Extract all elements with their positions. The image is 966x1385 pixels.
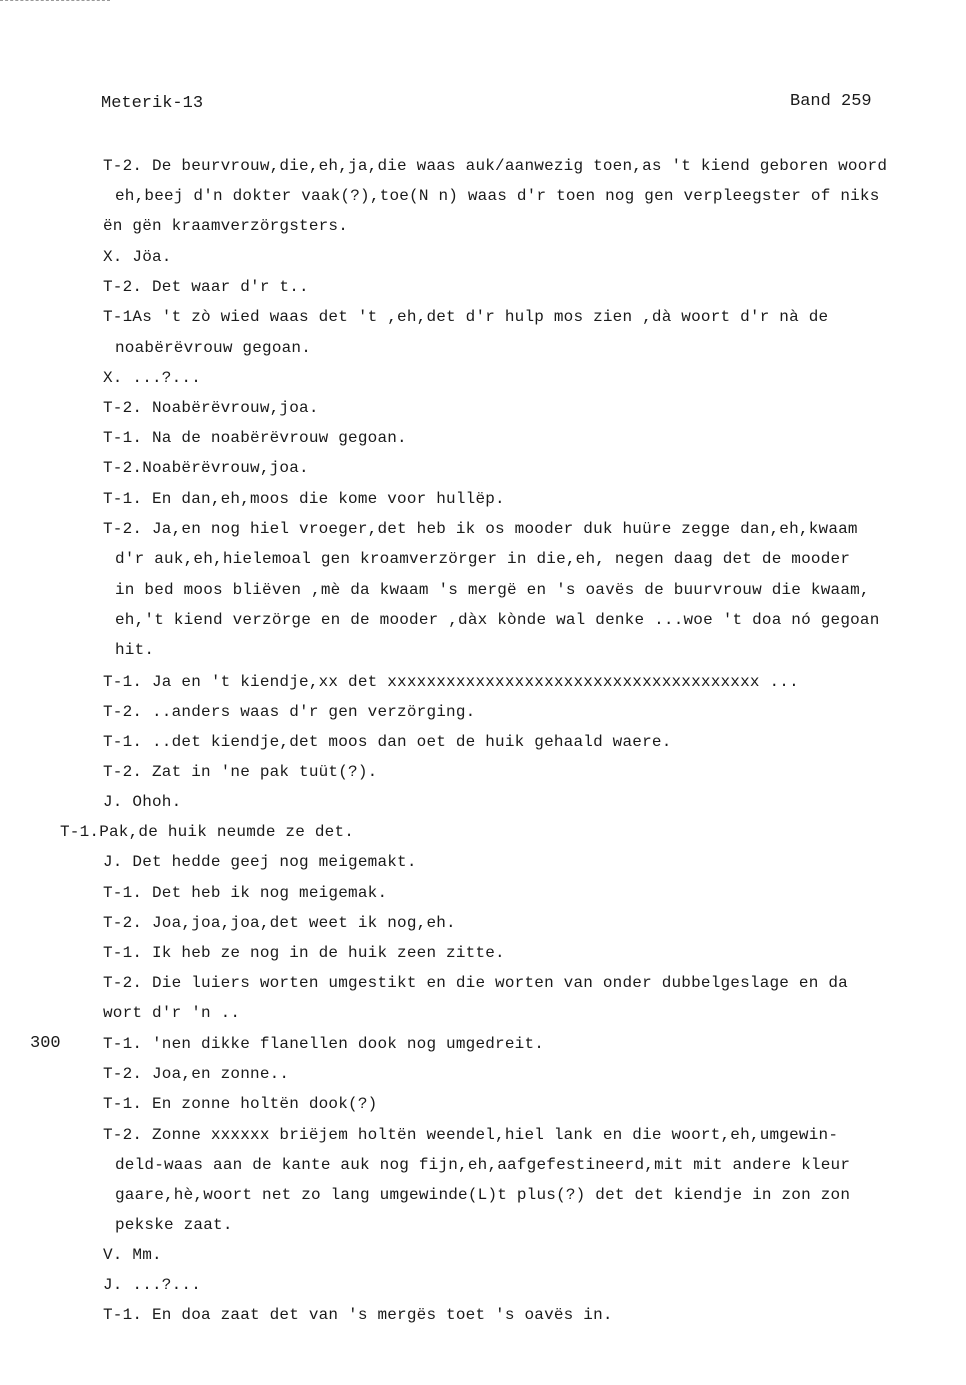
transcript-line: T-1. Ik heb ze nog in de huik zeen zitte.	[103, 944, 505, 962]
transcript-line: hit.	[115, 641, 155, 659]
transcript-line: T-2. Zonne xxxxxx briëjem holtën weendel,hiel lank en die woort,eh,umgewin-	[103, 1126, 839, 1144]
transcript-line: T-2.Noabërëvrouw,joa.	[103, 459, 309, 477]
transcript-line: J. Det hedde geej nog meigemakt.	[103, 853, 417, 871]
transcript-line: eh,beej d'n dokter vaak(?),toe(N n) waas d'r toen nog gen verpleegster of niks	[115, 187, 880, 205]
transcript-line: T-1. Ja en 't kiendje,xx det xxxxxxxxxxxxxxxxxxxxxxxxxxxxxxxxxxxxxx ...	[103, 673, 799, 691]
transcript-line: T-1. En dan,eh,moos die kome voor hullëp.	[103, 490, 505, 508]
transcript-line: T-1. 'nen dikke flanellen dook nog umgedreit.	[103, 1035, 545, 1053]
transcript-line: T-2. Zat in 'ne pak tuüt(?).	[103, 763, 378, 781]
transcript-line: d'r auk,eh,hielemoal gen kroamverzörger in die,eh, negen daag det de mooder	[115, 550, 851, 568]
transcript-line: T-2. Ja,en nog hiel vroeger,det heb ik os mooder duk huüre zegge dan,eh,kwaam	[103, 520, 858, 538]
transcript-line: T-1. En doa zaat det van 's mergës toet 's oavës in.	[103, 1306, 613, 1324]
transcript-line: T-2. Die luiers worten umgestikt en die worten van onder dubbelgeslage en da	[103, 974, 848, 992]
transcript-line: T-2. ..anders waas d'r gen verzörging.	[103, 703, 476, 721]
top-edge-marks	[0, 0, 110, 4]
transcript-line: J. ...?...	[103, 1276, 202, 1294]
transcript-line: T-2. Noabërëvrouw,joa.	[103, 399, 319, 417]
transcript-line: T-2. Joa,en zonne..	[103, 1065, 290, 1083]
transcript-line: T-2. Joa,joa,joa,det weet ik nog,eh.	[103, 914, 456, 932]
transcript-line: X. ...?...	[103, 369, 202, 387]
transcript-line: T-1. ..det kiendje,det moos dan oet de huik gehaald waere.	[103, 733, 672, 751]
transcript-line: ën gën kraamverzörgsters.	[103, 217, 349, 235]
transcript-line: V. Mm.	[103, 1246, 162, 1264]
transcript-line: eh,'t kiend verzörge en de mooder ,dàx kònde wal denke ...woe 't doa nó gegoan	[115, 611, 880, 629]
header-title: Meterik-13	[101, 94, 204, 113]
transcript-line: T-1. Na de noabërëvrouw gegoan.	[103, 429, 407, 447]
transcript-line: T-1As 't zò wied waas det 't ,eh,det d'r hulp mos zien ,dà woort d'r nà de	[103, 308, 829, 326]
transcript-line: T-1.Pak,de huik neumde ze det.	[60, 823, 355, 841]
transcript-line: gaare,hè,woort net zo lang umgewinde(L)t plus(?) det det kiendje in zon zon	[115, 1186, 851, 1204]
transcript-line: noabërëvrouw gegoan.	[115, 339, 312, 357]
transcript-line: T-1. Det heb ik nog meigemak.	[103, 884, 388, 902]
transcript-line: T-1. En zonne holtën dook(?)	[103, 1095, 378, 1113]
transcript-line: pekske zaat.	[115, 1216, 233, 1234]
transcript-line: T-2. Det waar d'r t..	[103, 278, 309, 296]
header-band: Band 259	[790, 92, 872, 111]
transcript-line: X. Jöa.	[103, 248, 172, 266]
transcript-line: deld-waas aan de kante auk nog fijn,eh,aafgefestineerd,mit mit andere kleur	[115, 1156, 851, 1174]
transcript-line: in bed moos bliëven ,mè da kwaam 's mergë en 's oavës de buurvrouw die kwaam,	[115, 581, 870, 599]
margin-line-number: 300	[30, 1034, 61, 1053]
transcript-line: T-2. De beurvrouw,die,eh,ja,die waas auk/aanwezig toen,as 't kiend geboren woord	[103, 157, 888, 175]
transcript-line: wort d'r 'n ..	[103, 1004, 241, 1022]
transcript-line: J. Ohoh.	[103, 793, 182, 811]
